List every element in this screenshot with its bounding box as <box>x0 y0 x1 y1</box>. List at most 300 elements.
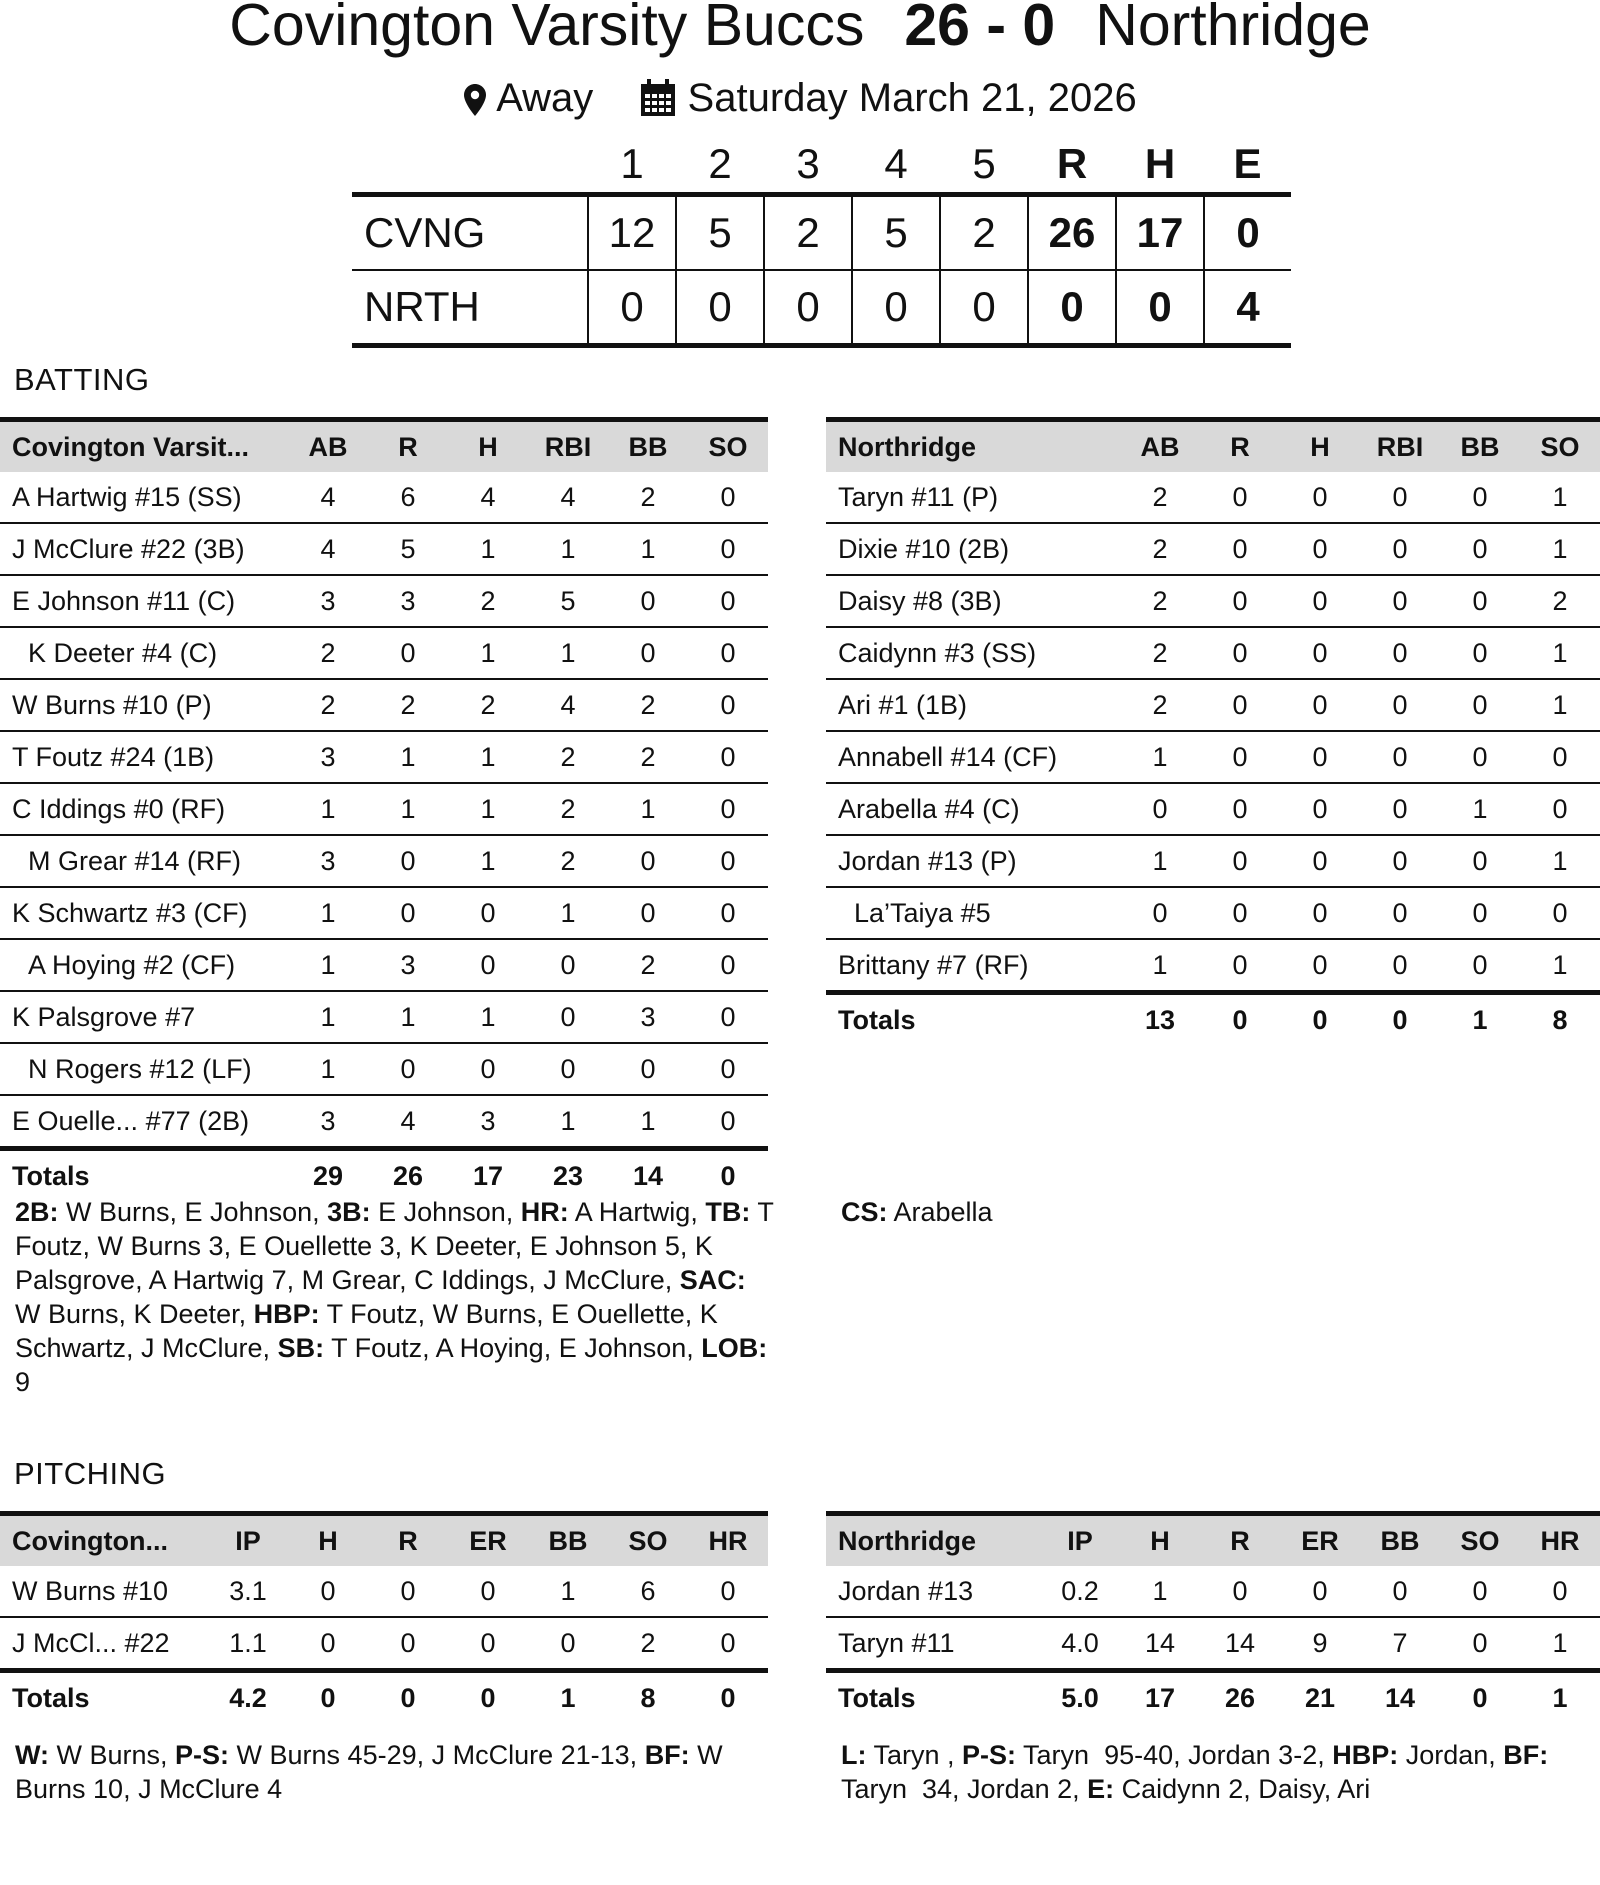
away-team-name: Northridge <box>1095 0 1371 58</box>
stat-cell: 0 <box>1280 679 1360 731</box>
note-text: Taryn 34, Jordan 2, <box>841 1740 1556 1804</box>
note-text: A Hartwig, <box>568 1197 706 1227</box>
total-cell: 0 <box>480 1682 496 1713</box>
total-cell: 29 <box>312 1160 344 1191</box>
line-score-row-home <box>352 195 1291 271</box>
stat-cell: 0 <box>448 939 528 991</box>
stat-cell: 0 <box>1200 472 1280 523</box>
total-cell: 0 <box>720 1682 736 1713</box>
pitching-table-home <box>0 1511 768 1723</box>
total-cell: 0 <box>1232 1004 1248 1035</box>
stat-cell: 1 <box>1520 679 1600 731</box>
inning-header: 1 <box>620 140 644 187</box>
note-label: LOB: <box>701 1333 768 1363</box>
stat-cell: 0 <box>1280 731 1360 783</box>
stat-cell: 1 <box>288 887 368 939</box>
stat-cell: 0 <box>1440 835 1520 887</box>
stat-cell: 0 <box>1360 939 1440 993</box>
runs-header: R <box>1056 140 1088 187</box>
stat-cell: 1 <box>1520 1617 1600 1671</box>
stat-cell: 0 <box>1120 887 1200 939</box>
player-name: T Foutz #24 (1B) <box>0 731 288 783</box>
stat-cell: 1 <box>448 783 528 835</box>
column-header: IP <box>1040 1514 1120 1567</box>
stat-cell: 1 <box>1520 939 1600 993</box>
stat-cell: 0 <box>1440 523 1520 575</box>
player-name: Ari #1 (1B) <box>826 679 1120 731</box>
column-header: H <box>1120 1514 1200 1567</box>
note-label: 3B: <box>327 1197 371 1227</box>
column-header: BB <box>528 1514 608 1567</box>
stat-cell: 0 <box>608 887 688 939</box>
stat-cell: 0 <box>288 1617 368 1671</box>
note-label: HBP: <box>1332 1740 1399 1770</box>
stat-cell: 1 <box>368 991 448 1043</box>
stat-cell: 3 <box>368 575 448 627</box>
stat-cell: 2 <box>448 679 528 731</box>
stat-cell: 1 <box>288 783 368 835</box>
note-text: W Burns 10, J McClure 4 <box>15 1740 731 1804</box>
total-cell: 17 <box>1144 1682 1176 1713</box>
note-text: Jordan, <box>1398 1740 1504 1770</box>
note-label: BF: <box>644 1740 690 1770</box>
stat-cell: 0 <box>688 627 768 679</box>
stat-cell: 0 <box>688 1617 768 1671</box>
player-name: C Iddings #0 (RF) <box>0 783 288 835</box>
total-cell: 0 <box>1472 1682 1488 1713</box>
game-meta <box>0 70 1600 126</box>
batting-header-row <box>826 420 1600 473</box>
inning-runs: 0 <box>940 270 1028 346</box>
stat-cell: 1 <box>288 1043 368 1095</box>
stat-cell: 0 <box>608 575 688 627</box>
column-header: BB <box>1440 420 1520 473</box>
column-header: HR <box>688 1514 768 1567</box>
note-label: HR: <box>520 1197 569 1227</box>
stat-cell: 2 <box>1120 679 1200 731</box>
stat-cell: 0 <box>1440 887 1520 939</box>
calendar-icon <box>640 76 676 120</box>
stat-cell: 0 <box>1440 627 1520 679</box>
note-label: BF: <box>1503 1740 1549 1770</box>
stat-cell: 1 <box>1520 472 1600 523</box>
stat-cell: 1 <box>288 991 368 1043</box>
stat-cell: 0 <box>1280 939 1360 993</box>
stat-cell: 0 <box>1360 783 1440 835</box>
column-header: RBI <box>528 420 608 473</box>
column-header: ER <box>1280 1514 1360 1567</box>
stat-cell: 0 <box>1520 783 1600 835</box>
batting-row <box>826 679 1600 731</box>
stat-cell: 4 <box>368 1095 448 1149</box>
player-name: Taryn #11 <box>826 1617 1040 1671</box>
total-cell: 14 <box>632 1160 664 1191</box>
stat-cell: 0 <box>1200 887 1280 939</box>
stat-cell: 0 <box>1200 679 1280 731</box>
player-name: Annabell #14 (CF) <box>826 731 1120 783</box>
total-errors: 4 <box>1204 270 1291 346</box>
total-cell: 21 <box>1304 1682 1336 1713</box>
stat-cell: 0 <box>448 1617 528 1671</box>
total-cell: 14 <box>1384 1682 1416 1713</box>
stat-cell: 1 <box>528 523 608 575</box>
pitching-notes-home <box>15 1738 775 1806</box>
stat-cell: 0 <box>1520 887 1600 939</box>
stat-cell: 0 <box>528 1617 608 1671</box>
stat-cell: 0 <box>688 991 768 1043</box>
stat-cell: 0 <box>1360 731 1440 783</box>
player-name: J McCl... #22 <box>0 1617 208 1671</box>
stat-cell: 2 <box>608 1617 688 1671</box>
note-text: W Burns, K Deeter, <box>15 1265 754 1329</box>
inning-runs: 0 <box>588 270 676 346</box>
hits-header: H <box>1144 140 1176 187</box>
batting-table-away <box>826 417 1600 1045</box>
player-name: J McClure #22 (3B) <box>0 523 288 575</box>
team-column-header: Northridge <box>826 420 1120 473</box>
stat-cell: 2 <box>608 679 688 731</box>
batting-row <box>0 472 768 523</box>
stat-cell: 4 <box>448 472 528 523</box>
stat-cell: 0 <box>528 939 608 991</box>
total-errors: 0 <box>1204 195 1291 271</box>
stat-cell: 0 <box>1360 835 1440 887</box>
total-hits: 17 <box>1116 195 1204 271</box>
total-runs: 0 <box>1028 270 1116 346</box>
inning-header: 5 <box>972 140 996 187</box>
batting-row <box>0 523 768 575</box>
stat-cell: 0 <box>1120 783 1200 835</box>
game-title <box>0 0 1600 62</box>
totals-row <box>0 1149 768 1202</box>
stat-cell: 1 <box>528 627 608 679</box>
stat-cell: 0 <box>688 731 768 783</box>
stat-cell: 14 <box>1120 1617 1200 1671</box>
team-column-header: Covington Varsit... <box>0 420 288 473</box>
batting-row <box>826 731 1600 783</box>
note-text: Taryn , <box>866 1740 963 1770</box>
map-pin-icon <box>463 76 487 120</box>
player-name: A Hartwig #15 (SS) <box>0 472 288 523</box>
stat-cell: 2 <box>1120 575 1200 627</box>
stat-cell: 0 <box>1440 1566 1520 1617</box>
stat-cell: 0 <box>688 679 768 731</box>
column-header: R <box>1200 1514 1280 1567</box>
stat-cell: 0 <box>368 1617 448 1671</box>
player-name: Daisy #8 (3B) <box>826 575 1120 627</box>
stat-cell: 5 <box>528 575 608 627</box>
pitching-header-row <box>0 1514 768 1567</box>
batting-row <box>0 627 768 679</box>
inning-header: 4 <box>884 140 908 187</box>
stat-cell: 0 <box>1200 575 1280 627</box>
player-name: E Ouelle... #77 (2B) <box>0 1095 288 1149</box>
stat-cell: 0 <box>1520 731 1600 783</box>
total-cell: 1 <box>560 1682 576 1713</box>
total-cell: 1 <box>1552 1682 1568 1713</box>
note-label: P-S: <box>962 1740 1017 1770</box>
batting-row <box>0 991 768 1043</box>
pitching-row <box>826 1617 1600 1671</box>
stat-cell: 1 <box>1120 939 1200 993</box>
stat-cell: 4 <box>288 472 368 523</box>
column-header: BB <box>1360 1514 1440 1567</box>
team-column-header: Covington... <box>0 1514 208 1567</box>
stat-cell: 0 <box>1200 835 1280 887</box>
stat-cell: 2 <box>288 627 368 679</box>
stat-cell: 4.0 <box>1040 1617 1120 1671</box>
stat-cell: 1 <box>608 1095 688 1149</box>
stat-cell: 3 <box>448 1095 528 1149</box>
column-header: AB <box>1120 420 1200 473</box>
date-text: Saturday March 21, 2026 <box>687 76 1137 120</box>
player-name: Jordan #13 <box>826 1566 1040 1617</box>
stat-cell: 0 <box>1200 939 1280 993</box>
stat-cell: 6 <box>368 472 448 523</box>
totals-label: Totals <box>12 1682 90 1713</box>
stat-cell: 0 <box>688 887 768 939</box>
note-text: T Foutz, W Burns 3, E Ouellette 3, K Deeter, E Johnson 5, K Palsgrove, A Hartwig 7, M Grear, C Iddings, J McClure, <box>15 1197 781 1295</box>
stat-cell: 0 <box>1280 627 1360 679</box>
stat-cell: 1 <box>448 991 528 1043</box>
stat-cell: 0 <box>1360 1566 1440 1617</box>
note-label: SB: <box>277 1333 325 1363</box>
stat-cell: 0 <box>368 887 448 939</box>
player-name: Arabella #4 (C) <box>826 783 1120 835</box>
stat-cell: 0 <box>1280 1566 1360 1617</box>
stat-cell: 0 <box>608 627 688 679</box>
stat-cell: 14 <box>1200 1617 1280 1671</box>
batting-row <box>826 887 1600 939</box>
total-cell: 8 <box>640 1682 656 1713</box>
stat-cell: 0 <box>448 887 528 939</box>
total-cell: 0 <box>720 1160 736 1191</box>
stat-cell: 2 <box>528 783 608 835</box>
player-name: W Burns #10 (P) <box>0 679 288 731</box>
stat-cell: 0 <box>688 1043 768 1095</box>
stat-cell: 1 <box>528 1566 608 1617</box>
inning-runs: 2 <box>764 195 852 271</box>
stat-cell: 1 <box>448 523 528 575</box>
player-name: Jordan #13 (P) <box>826 835 1120 887</box>
stat-cell: 2 <box>368 679 448 731</box>
stat-cell: 1 <box>1440 783 1520 835</box>
stat-cell: 2 <box>528 835 608 887</box>
note-label: TB: <box>705 1197 751 1227</box>
total-cell: 17 <box>472 1160 504 1191</box>
player-name: Brittany #7 (RF) <box>826 939 1120 993</box>
stat-cell: 0 <box>1360 627 1440 679</box>
stat-cell: 1 <box>1120 731 1200 783</box>
column-header: SO <box>1440 1514 1520 1567</box>
stat-cell: 3 <box>288 731 368 783</box>
stat-cell: 0 <box>688 835 768 887</box>
stat-cell: 3 <box>288 1095 368 1149</box>
stat-cell: 0 <box>1200 523 1280 575</box>
stat-cell: 1 <box>1520 523 1600 575</box>
batting-row <box>826 575 1600 627</box>
stat-cell: 2 <box>288 679 368 731</box>
batting-row <box>0 731 768 783</box>
stat-cell: 4 <box>528 679 608 731</box>
inning-runs: 5 <box>852 195 940 271</box>
note-label: L: <box>841 1740 867 1770</box>
stat-cell: 0 <box>1280 835 1360 887</box>
stat-cell: 1 <box>1120 835 1200 887</box>
player-name: N Rogers #12 (LF) <box>0 1043 288 1095</box>
total-cell: 0 <box>1392 1004 1408 1035</box>
batting-row <box>0 1043 768 1095</box>
stat-cell: 0 <box>688 1566 768 1617</box>
stat-cell: 2 <box>1520 575 1600 627</box>
player-name: K Deeter #4 (C) <box>0 627 288 679</box>
batting-row <box>0 679 768 731</box>
totals-label: Totals <box>838 1682 916 1713</box>
stat-cell: 3 <box>368 939 448 991</box>
stat-cell: 0 <box>688 575 768 627</box>
inning-runs: 0 <box>764 270 852 346</box>
line-score <box>352 136 1291 348</box>
note-text: Arabella <box>887 1197 993 1227</box>
column-header: R <box>368 1514 448 1567</box>
stat-cell: 1 <box>528 887 608 939</box>
player-name: K Palsgrove #7 <box>0 991 288 1043</box>
stat-cell: 0 <box>608 1043 688 1095</box>
column-header: H <box>288 1514 368 1567</box>
note-text: Taryn 95-40, Jordan 3-2, <box>1016 1740 1333 1770</box>
stat-cell: 0 <box>1440 731 1520 783</box>
batting-row <box>0 835 768 887</box>
stat-cell: 0 <box>1360 887 1440 939</box>
line-score-header <box>352 136 1291 195</box>
inning-runs: 12 <box>588 195 676 271</box>
column-header: R <box>1200 420 1280 473</box>
stat-cell: 1 <box>448 835 528 887</box>
team-abbr: CVNG <box>352 195 588 271</box>
home-team-name: Covington Varsity Buccs <box>229 0 865 58</box>
note-label: E: <box>1087 1774 1115 1804</box>
stat-cell: 0 <box>448 1043 528 1095</box>
stat-cell: 0 <box>1200 1566 1280 1617</box>
totals-label: Totals <box>838 1004 916 1035</box>
stat-cell: 0 <box>1440 575 1520 627</box>
note-text: W Burns 45-29, J McClure 21-13, <box>229 1740 645 1770</box>
total-runs: 26 <box>1028 195 1116 271</box>
stat-cell: 1 <box>448 731 528 783</box>
batting-row <box>0 939 768 991</box>
totals-row <box>0 1671 768 1724</box>
stat-cell: 0 <box>688 939 768 991</box>
stat-cell: 0 <box>1280 523 1360 575</box>
stat-cell: 3 <box>608 991 688 1043</box>
stat-cell: 0 <box>1280 783 1360 835</box>
player-name: K Schwartz #3 (CF) <box>0 887 288 939</box>
batting-table-home <box>0 417 768 1201</box>
column-header: SO <box>608 1514 688 1567</box>
batting-row <box>826 939 1600 993</box>
batting-row <box>0 783 768 835</box>
player-name: A Hoying #2 (CF) <box>0 939 288 991</box>
batting-row <box>826 783 1600 835</box>
stat-cell: 0 <box>1360 472 1440 523</box>
column-header: H <box>1280 420 1360 473</box>
note-label: W: <box>15 1740 49 1770</box>
total-cell: 0 <box>400 1682 416 1713</box>
stat-cell: 2 <box>608 731 688 783</box>
column-header: IP <box>208 1514 288 1567</box>
inning-runs: 5 <box>676 195 764 271</box>
note-label: 2B: <box>15 1197 59 1227</box>
stat-cell: 1 <box>1520 835 1600 887</box>
player-name: Dixie #10 (2B) <box>826 523 1120 575</box>
inning-runs: 2 <box>940 195 1028 271</box>
stat-cell: 9 <box>1280 1617 1360 1671</box>
totals-label: Totals <box>12 1160 90 1191</box>
stat-cell: 2 <box>1120 523 1200 575</box>
note-label: P-S: <box>175 1740 230 1770</box>
stat-cell: 1 <box>528 1095 608 1149</box>
total-cell: 26 <box>392 1160 424 1191</box>
pitching-row <box>0 1617 768 1671</box>
note-label: SAC: <box>679 1265 746 1295</box>
stat-cell: 0 <box>1520 1566 1600 1617</box>
note-text: W Burns, <box>49 1740 176 1770</box>
batting-row <box>0 575 768 627</box>
stat-cell: 2 <box>528 731 608 783</box>
totals-row <box>826 1671 1600 1724</box>
total-hits: 0 <box>1116 270 1204 346</box>
stat-cell: 0 <box>1200 627 1280 679</box>
note-text: T Foutz, A Hoying, E Johnson, <box>324 1333 702 1363</box>
final-score: 26 - 0 <box>904 0 1056 58</box>
stat-cell: 2 <box>608 472 688 523</box>
stat-cell: 0 <box>368 835 448 887</box>
stat-cell: 0 <box>1200 783 1280 835</box>
stat-cell: 0.2 <box>1040 1566 1120 1617</box>
player-name: La’Taiya #5 <box>826 887 1120 939</box>
note-label: HBP: <box>253 1299 320 1329</box>
stat-cell: 1 <box>1520 627 1600 679</box>
errors-header: E <box>1233 140 1262 187</box>
total-cell: 23 <box>552 1160 584 1191</box>
batting-notes-away <box>841 1195 1581 1229</box>
stat-cell: 1 <box>288 939 368 991</box>
stat-cell: 0 <box>608 835 688 887</box>
stat-cell: 2 <box>1120 472 1200 523</box>
pitching-header-row <box>826 1514 1600 1567</box>
location-text: Away <box>496 76 594 120</box>
inning-header: 2 <box>708 140 732 187</box>
batting-header-row <box>0 420 768 473</box>
stat-cell: 0 <box>1440 939 1520 993</box>
total-cell: 26 <box>1224 1682 1256 1713</box>
stat-cell: 0 <box>288 1566 368 1617</box>
stat-cell: 1 <box>608 783 688 835</box>
pitching-row <box>0 1566 768 1617</box>
stat-cell: 3.1 <box>208 1566 288 1617</box>
total-cell: 0 <box>320 1682 336 1713</box>
stat-cell: 6 <box>608 1566 688 1617</box>
column-header: SO <box>688 420 768 473</box>
total-cell: 1 <box>1472 1004 1488 1035</box>
stat-cell: 1.1 <box>208 1617 288 1671</box>
team-abbr: NRTH <box>352 270 588 346</box>
stat-cell: 0 <box>528 991 608 1043</box>
inning-runs: 0 <box>852 270 940 346</box>
player-name: W Burns #10 <box>0 1566 208 1617</box>
batting-section-title: BATTING <box>14 362 150 397</box>
stat-cell: 4 <box>288 523 368 575</box>
